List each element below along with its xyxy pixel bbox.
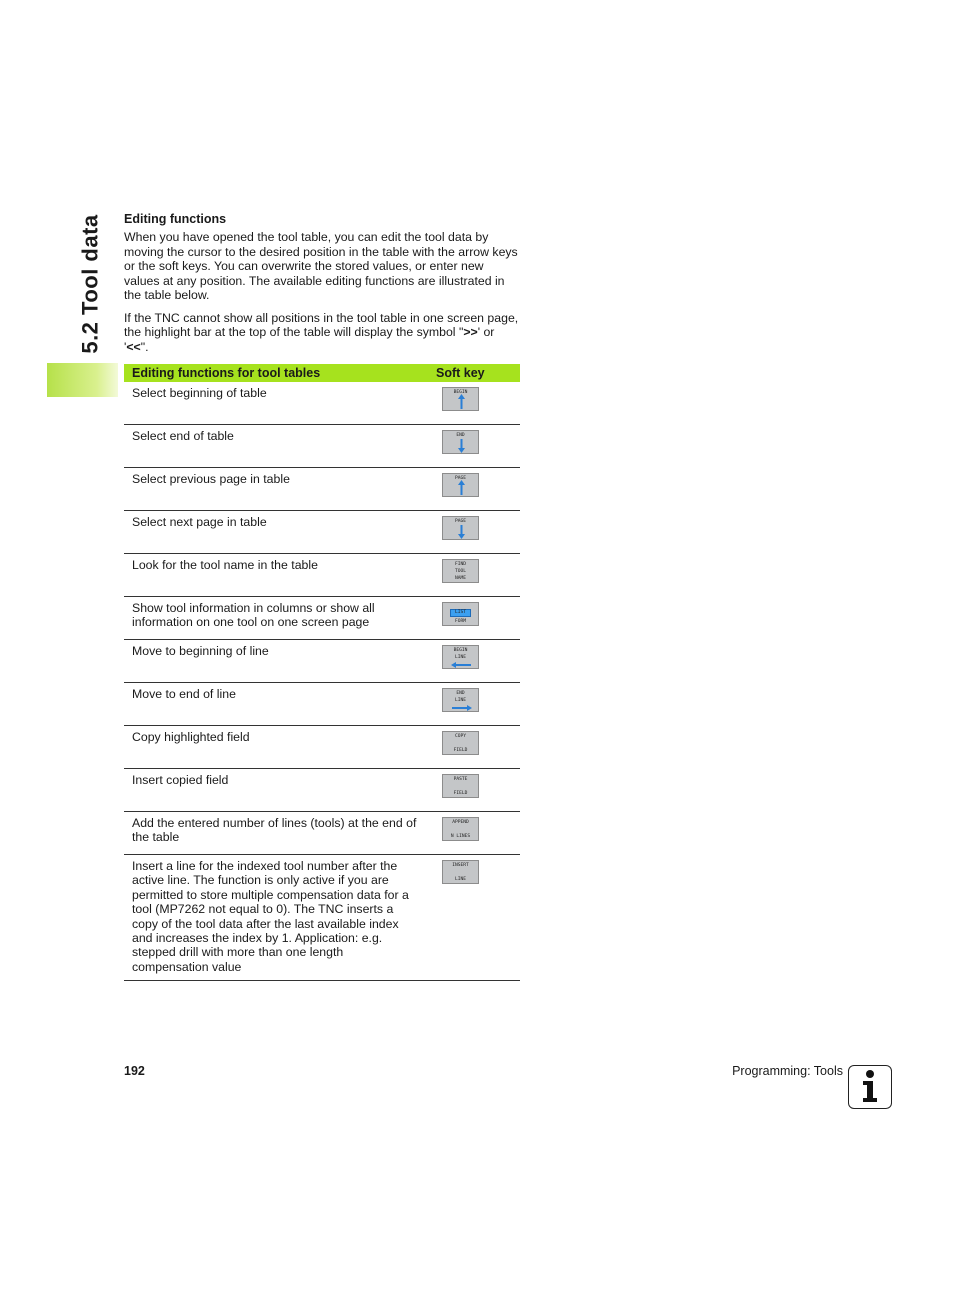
softkey-label: PAGE: [454, 476, 467, 481]
softkey-active-highlight: LIST: [450, 609, 471, 617]
softkey-page-down-icon[interactable]: [442, 516, 479, 540]
table-body: [124, 382, 520, 981]
section-color-bar: [47, 363, 118, 397]
table-row: [124, 425, 520, 468]
function-description: Insert a line for the indexed tool number after the active line. The function is only active if you are permitted to store multiple compensation data for a tool (MP7262 not equal to 0). The TNC inserts a copy of the tool data after the last available index and increases the index by 1. Application: e.g. stepped drill with more than one length compensation value: [124, 855, 428, 981]
function-description: Select next page in table: [124, 511, 428, 554]
softkey-paste-field-icon[interactable]: [442, 774, 479, 798]
function-description: Look for the tool name in the table: [124, 554, 428, 597]
softkey-label: BEGIN: [453, 648, 468, 653]
softkey-label: TOOL: [454, 569, 467, 574]
info-i-glyph: [849, 1066, 890, 1107]
softkey-end-table-icon[interactable]: [442, 430, 479, 454]
table-row: [124, 769, 520, 812]
softkey-append-n-lines-icon[interactable]: [442, 817, 479, 841]
softkey-label: LINE: [454, 698, 467, 703]
section-heading: Editing functions: [124, 212, 227, 226]
function-description: Insert copied field: [124, 769, 428, 812]
table-row: [124, 554, 520, 597]
softkey-label: FORM: [454, 619, 467, 624]
function-description: Move to end of line: [124, 683, 428, 726]
softkey-cell: [428, 769, 520, 812]
table-row: [124, 812, 520, 855]
softkey-cell: [428, 554, 520, 597]
softkey-label: BEGIN: [453, 390, 468, 395]
softkey-copy-field-icon[interactable]: [442, 731, 479, 755]
softkey-label: NAME: [454, 576, 467, 581]
main-content: [124, 212, 520, 981]
softkey-label: END: [456, 433, 465, 438]
softkey-cell: [428, 640, 520, 683]
softkey-label: N LINES: [450, 834, 471, 839]
softkey-label: INSERT: [452, 863, 469, 868]
softkey-cell: [428, 812, 520, 855]
softkey-find-tool-name-icon[interactable]: [442, 559, 479, 583]
chapter-title: Programming: Tools: [732, 1064, 843, 1078]
softkey-cell: [428, 382, 520, 425]
softkey-cell: [428, 683, 520, 726]
softkey-cell: [428, 597, 520, 640]
softkey-label: FIND: [454, 562, 467, 567]
softkey-page-up-icon[interactable]: [442, 473, 479, 497]
symbol-left: <<: [126, 339, 141, 354]
function-description: Move to beginning of line: [124, 640, 428, 683]
softkey-label: FIELD: [453, 791, 468, 796]
softkey-label: APPEND: [452, 820, 469, 825]
softkey-cell: [428, 511, 520, 554]
section-side-title: [76, 214, 106, 354]
softkey-begin-line-icon[interactable]: [442, 645, 479, 669]
section-title-text: 5.2 Tool data: [78, 214, 103, 354]
table-row: [124, 382, 520, 425]
softkey-list-form-icon[interactable]: [442, 602, 479, 626]
editing-functions-table: [124, 364, 520, 981]
softkey-label: LINE: [454, 877, 467, 882]
info-icon: [848, 1065, 892, 1109]
table-row: [124, 468, 520, 511]
softkey-label: PASTE: [453, 777, 468, 782]
table-row: [124, 597, 520, 640]
function-description: Copy highlighted field: [124, 726, 428, 769]
header-function: Editing functions for tool tables: [124, 364, 428, 382]
softkey-label: FIELD: [453, 748, 468, 753]
softkey-label: COPY: [454, 734, 467, 739]
symbol-paragraph: If the TNC cannot show all positions in the tool table in one screen page, the highlight bar at the top of the table will display the symbol ">>' or '<<".: [124, 310, 519, 354]
function-description: Select end of table: [124, 425, 428, 468]
softkey-cell: [428, 855, 520, 981]
intro-paragraph: When you have opened the tool table, you can edit the tool data by moving the cursor to the desired position in the table with the arrow keys or the soft keys. You can overwrite the stored values, or enter new values at any position. The available editing functions are illustrated in the table below.: [124, 230, 518, 302]
function-description: Show tool information in columns or show all information on one tool on one screen page: [124, 597, 428, 640]
function-description: Add the entered number of lines (tools) at the end of the table: [124, 812, 428, 855]
softkey-label: END: [456, 691, 465, 696]
softkey-cell: [428, 468, 520, 511]
function-description: Select previous page in table: [124, 468, 428, 511]
table-row: [124, 640, 520, 683]
softkey-insert-line-icon[interactable]: [442, 860, 479, 884]
softkey-begin-table-icon[interactable]: [442, 387, 479, 411]
softkey-label: [443, 609, 478, 617]
header-softkey: Soft key: [428, 364, 520, 382]
softkey-end-line-icon[interactable]: [442, 688, 479, 712]
softkey-label: LINE: [454, 655, 467, 660]
table-row: [124, 855, 520, 981]
table-row: [124, 726, 520, 769]
table-row: [124, 683, 520, 726]
table-row: [124, 511, 520, 554]
page-number: 192: [124, 1064, 145, 1078]
softkey-label: PAGE: [454, 519, 467, 524]
symbol-right: >>: [463, 325, 478, 339]
softkey-cell: [428, 726, 520, 769]
table-header-row: [124, 364, 520, 382]
softkey-cell: [428, 425, 520, 468]
function-description: Select beginning of table: [124, 382, 428, 425]
